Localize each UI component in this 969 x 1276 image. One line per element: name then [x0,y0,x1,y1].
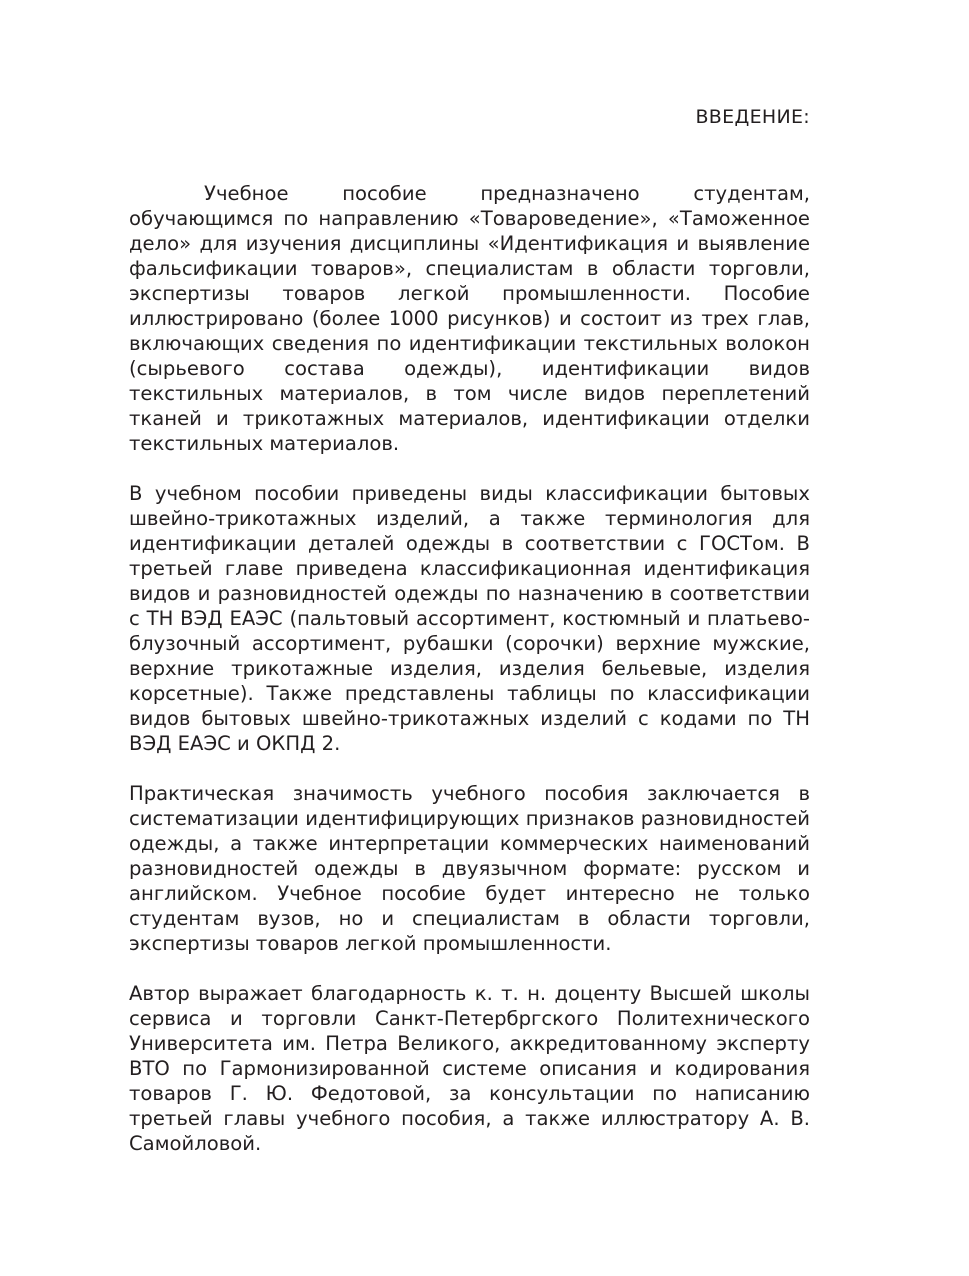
page-title: ВВЕДЕНИЕ: [695,106,810,128]
paragraph-classification: В учебном пособии приведены виды классификации бытовых швейно-трикотажных изделий, а также терминология для идентификации деталей одежды в соответствии с ГОСТом. В третьей главе приведена классификационная идентификация видов и разновидностей одежды по назначению в соответствии с ТН ВЭД ЕАЭС (пальтовый ассортимент, костюмный и платьево-блузочный ассортимент, рубашки (сорочки) верхние мужские, верхние трикотажные изделия, изделия бельевые, изделия корсетные). Также представлены таблицы по классификации видов бытовых швейно-трикотажных изделий с кодами по ТН ВЭД ЕАЭС и ОКПД 2. [129,482,810,755]
paragraph-practical-significance: Практическая значимость учебного пособия заключается в систематизации идентифицирующих признаков разновидностей одежды, а также интерпретации коммерческих наименований разновидностей одежды в двуязычном формате: русском и английском. Учебное пособие будет интересно не только студентам вузов, но и специалистам в области торговли, экспертизы товаров легкой промышленности. [129,782,810,955]
body-text [129,181,810,1181]
paragraph-purpose: Учебное пособие предназначено студентам, обучающимся по направлению «Товароведение», «Таможенное дело» для изучения дисциплины «Идентификация и выявление фальсификации товаров», специалистам в области торговли, экспертизы товаров легкой промышленности. Пособие иллюстрировано (более 1000 рисунков) и состоит из трех глав, включающих сведения по идентификации текстильных волокон (сырьевого состава одежды), идентификации видов текстильных материалов, в том числе видов переплетений тканей и трикотажных материалов, идентификации отделки текстильных материалов. [129,182,810,455]
paragraph-acknowledgements: Автор выражает благодарность к. т. н. доценту Высшей школы сервиса и торговли Санкт-Петербргского Политехнического Университета им. Петра Великого, аккредитованному эксперту ВТО по Гармонизированной системе описания и кодирования товаров Г. Ю. Федотовой, за консультации по написанию третьей главы учебного пособия, а также иллюстратору А. В. Самойловой. [129,982,810,1155]
